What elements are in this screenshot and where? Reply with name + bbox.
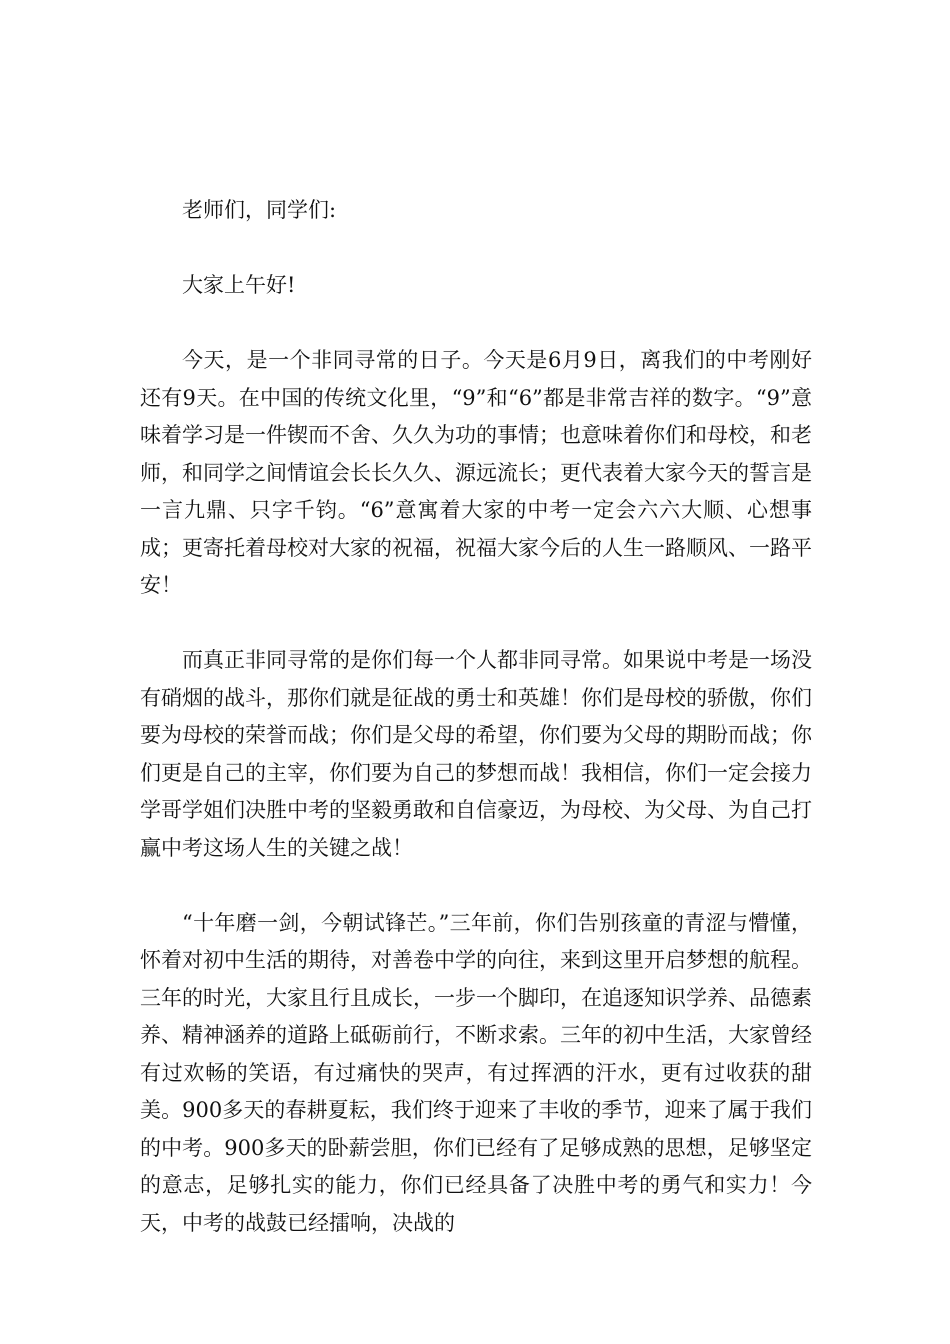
paragraph-3: “十年磨一剑，今朝试锋芒。”三年前，你们告别孩童的青涩与懵懂，怀着对初中生活的期待，对善卷中学的向往，来到这里开启梦想的航程。三年的时光，大家且行且成长，一步一个脚印，在追逐知识学养、品德素养、精神涵养的道路上砥砺前行，不断求索。三年的初中生活，大家曾经有过欢畅的笑语，有过痛快的哭声，有过挥洒的汗水，更有过收获的甜美。900多天的春耕夏耘，我们终于迎来了丰收的季节，迎来了属于我们的中考。900多天的卧薪尝胆，你们已经有了足够成熟的思想，足够坚定的意志，足够扎实的能力，你们已经具备了决胜中考的勇气和实力！今天，中考的战鼓已经擂响，决战的 [140,910,812,1235]
speech-text [140,192,812,1280]
paragraph-1: 今天，是一个非同寻常的日子。今天是6月9日，离我们的中考刚好还有9天。在中国的传统文化里，“9”和“6”都是非常吉祥的数字。“9”意味着学习是一件锲而不舍、久久为功的事情；也意味着你们和母校，和老师，和同学之间情谊会长长久久、源远流长；更代表着大家今天的誓言是一言九鼎、只字千钧。“6”意寓着大家的中考一定会六六大顺、心想事成；更寄托着母校对大家的祝福，祝福大家今后的人生一路顺风、一路平安！ [140,348,812,597]
salutation: 老师们，同学们: [182,198,337,222]
paragraph-2: 而真正非同寻常的是你们每一个人都非同寻常。如果说中考是一场没有硝烟的战斗，那你们就是征战的勇士和英雄！你们是母校的骄傲，你们要为母校的荣誉而战；你们是父母的希望，你们要为父母的期盼而战；你们更是自己的主宰，你们要为自己的梦想而战！我相信，你们一定会接力学哥学姐们决胜中考的坚毅勇敢和自信豪迈，为母校、为父母、为自己打赢中考这场人生的关键之战！ [140,648,812,860]
greeting: 大家上午好! [182,273,296,297]
